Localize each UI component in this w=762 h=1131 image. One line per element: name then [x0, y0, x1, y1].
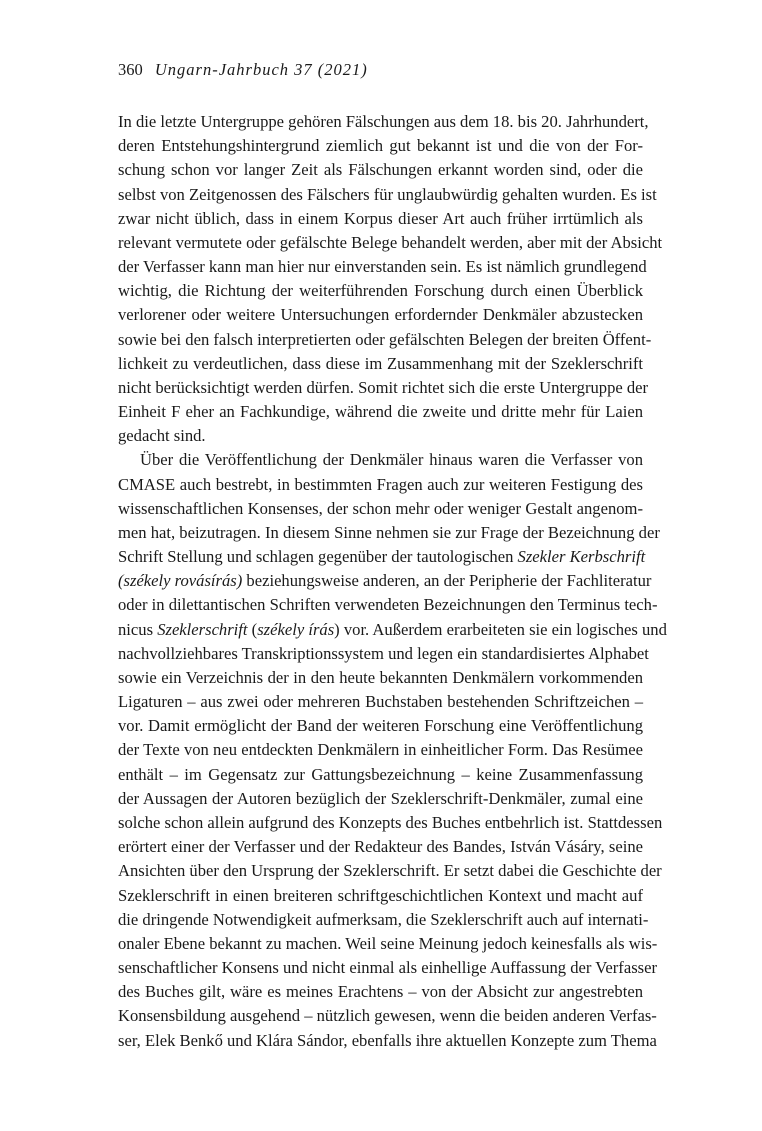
- text-line: Szeklerschrift in einen breiteren schriftgeschichtlichen Kontext und macht auf: [118, 885, 643, 905]
- text-line: sowie bei den falsch interpretierten oder gefälschten Belegen der breiten Öffent-: [118, 329, 652, 349]
- text-line: oder in dilettantischen Schriften verwendeten Bezeichnungen den Terminus tech-: [118, 595, 658, 615]
- text-run: ) vor. Außerdem erarbeiteten sie ein logisches und: [334, 619, 667, 639]
- text-line: nachvollziehbares Transkriptionssystem und legen ein standardisiertes Alphabet: [118, 643, 649, 663]
- text-line: men hat, beizutragen. In diesem Sinne nehmen sie zur Frage der Bezeichnung der: [118, 522, 660, 542]
- text-line: wichtig, die Richtung der weiterführenden Forschung durch einen Überblick: [118, 281, 643, 301]
- text-line: lichkeit zu verdeutlichen, dass diese im Zusammenhang mit der Szeklerschrift: [118, 353, 643, 373]
- text-run: nicus: [118, 619, 158, 639]
- running-header: [118, 60, 368, 80]
- body-text: [118, 110, 667, 1053]
- text-line: senschaftlicher Konsens und nicht einmal als einhellige Auffassung der Verfasser: [118, 958, 657, 978]
- text-line: enthält – im Gegensatz zur Gattungsbezeichnung – keine Zusammenfassung: [118, 764, 643, 784]
- text-run: beziehungsweise anderen, an der Peripherie der Fachliteratur: [242, 571, 652, 591]
- text-line: zwar nicht üblich, dass in einem Korpus dieser Art auch früher irrtümlich als: [118, 208, 643, 228]
- text-line: vor. Damit ermöglicht der Band der weiteren Forschung eine Veröffentlichung: [118, 716, 643, 736]
- text-line: solche schon allein aufgrund des Konzepts des Buches entbehrlich ist. Stattdessen: [118, 812, 663, 832]
- text-line: [118, 618, 667, 642]
- text-line: onaler Ebene bekannt zu machen. Weil seine Meinung jedoch keinesfalls als wis-: [118, 933, 658, 953]
- text-line: schung schon vor langer Zeit als Fälschungen erkannt worden sind, oder die: [118, 160, 643, 180]
- text-line: des Buches gilt, wäre es meines Erachtens – von der Absicht zur angestrebten: [118, 982, 643, 1002]
- text-line: Über die Veröffentlichung der Denkmäler hinaus waren die Verfasser von: [140, 450, 643, 470]
- text-line: nicht berücksichtigt werden dürfen. Somit richtet sich die erste Untergruppe der: [118, 377, 649, 397]
- text-run: Schrift Stellung und schlagen gegenüber der tautologischen: [118, 547, 518, 567]
- text-line: deren Entstehungshintergrund ziemlich gut bekannt ist und die von der For-: [118, 136, 643, 156]
- page-number: 360: [118, 60, 143, 79]
- text-line: die dringende Notwendigkeit aufmerksam, die Szeklerschrift auch auf internati-: [118, 909, 649, 929]
- text-line: Ligaturen – aus zwei oder mehreren Buchstaben bestehenden Schriftzeichen –: [118, 692, 643, 712]
- text-line: verlorener oder weitere Untersuchungen erfordernder Denkmäler abzustecken: [118, 305, 643, 325]
- text-line: erörtert einer der Verfasser und der Redakteur des Bandes, István Vásáry, seine: [118, 837, 643, 857]
- text-line: [118, 569, 652, 593]
- text-run: (: [247, 619, 258, 639]
- text-line: der Aussagen der Autoren bezüglich der Szeklerschrift-Denkmäler, zumal eine: [118, 788, 643, 808]
- italic-term: Szeklerschrift: [157, 619, 248, 639]
- italic-term: (székely rovásírás): [118, 571, 243, 591]
- text-line: gedacht sind.: [118, 426, 206, 446]
- text-line: der Verfasser kann man hier nur einverstanden sein. Es ist nämlich grundlegend: [118, 257, 647, 277]
- text-line: sowie ein Verzeichnis der in den heute bekannten Denkmälern vorkommenden: [118, 667, 643, 687]
- text-line: CMASE auch bestrebt, in bestimmten Fragen auch zur weiteren Festigung des: [118, 474, 643, 494]
- journal-title: Ungarn-Jahrbuch 37 (2021): [154, 60, 368, 79]
- text-line: selbst von Zeitgenossen des Fälschers für unglaubwürdig gehalten wurden. Es ist: [118, 184, 657, 204]
- text-line: In die letzte Untergruppe gehören Fälschungen aus dem 18. bis 20. Jahrhundert,: [118, 112, 649, 131]
- text-line: Einheit F eher an Fachkundige, während die zweite und dritte mehr für Laien: [118, 402, 643, 422]
- text-line: [118, 545, 646, 569]
- italic-term: Szekler Kerbschrift: [517, 547, 646, 567]
- text-line: der Texte von neu entdeckten Denkmälern in einheitlicher Form. Das Resümee: [118, 740, 643, 760]
- text-line: wissenschaftlichen Konsenses, der schon mehr oder weniger Gestalt angenom-: [118, 498, 643, 518]
- italic-term: székely írás: [257, 619, 335, 639]
- text-line: Konsensbildung ausgehend – nützlich gewesen, wenn die beiden anderen Verfas-: [118, 1006, 657, 1026]
- text-line: relevant vermutete oder gefälschte Belege behandelt werden, aber mit der Absicht: [118, 232, 663, 252]
- text-line: ser, Elek Benkő und Klára Sándor, ebenfalls ihre aktuellen Konzepte zum Thema: [118, 1030, 657, 1050]
- text-line: Ansichten über den Ursprung der Szeklerschrift. Er setzt dabei die Geschichte der: [118, 861, 662, 881]
